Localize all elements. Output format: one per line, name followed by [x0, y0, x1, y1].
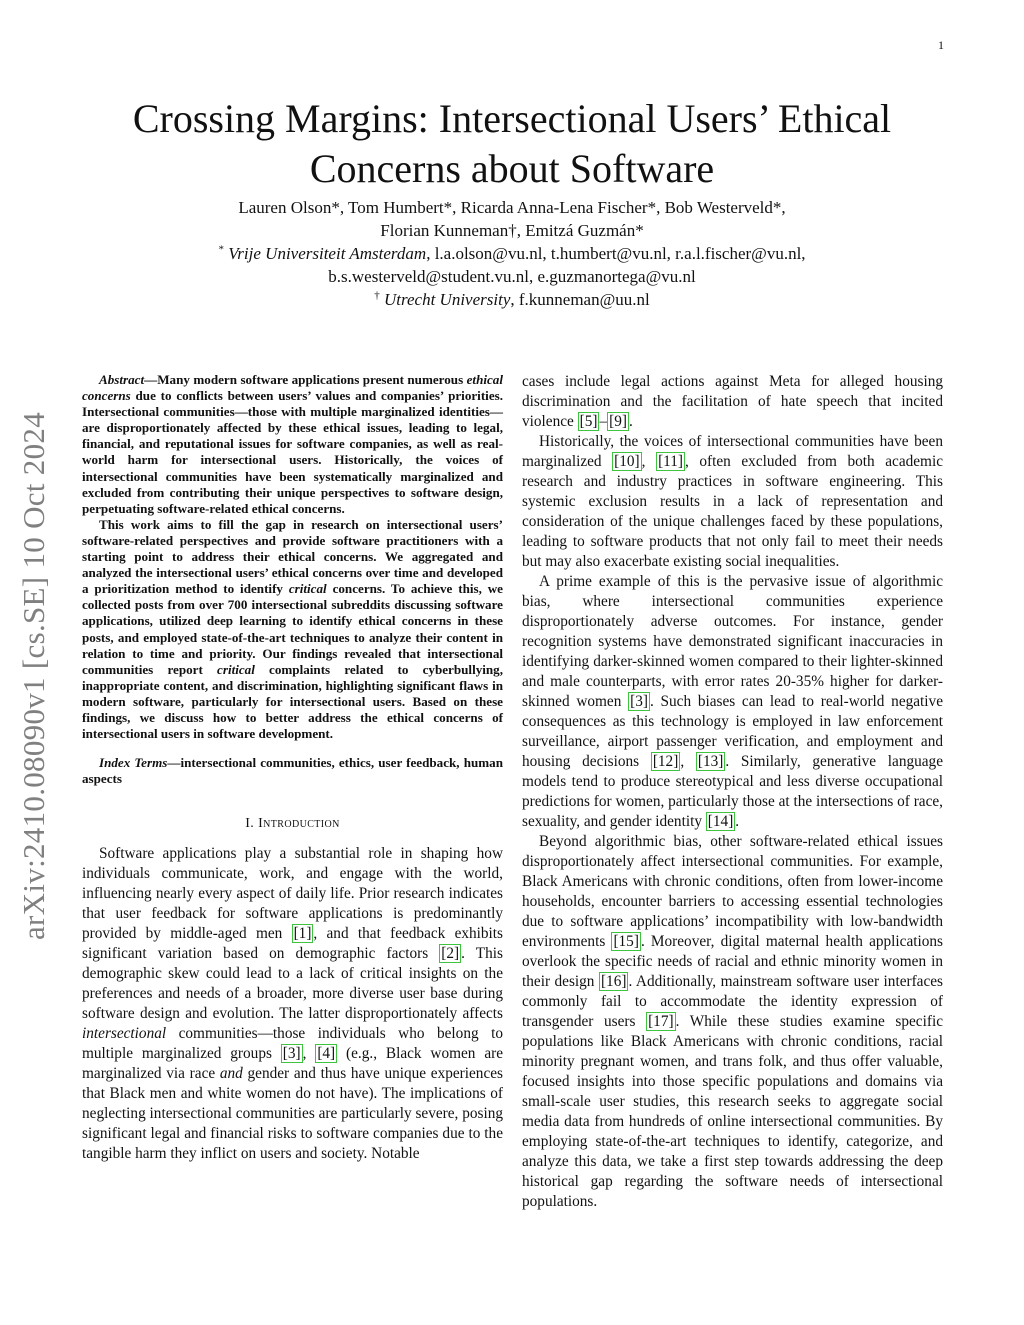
introduction-left: [82, 844, 503, 1164]
body-text: . This demographic skew could lead to a lack of critical insights on the preferences and needs of a broader, more diverse user base during software design and evolution. The latter disproportionately affects: [82, 945, 503, 1023]
section-heading-introduction: I. Introduction: [245, 816, 340, 832]
author-line-2: Florian Kunneman†, Emitzá Guzmán*: [380, 221, 644, 240]
citation-link[interactable]: [5]: [579, 413, 598, 430]
citation-link[interactable]: [3]: [630, 693, 648, 710]
abstract-paragraph-1: [82, 372, 503, 517]
affiliation-2-institution: Utrecht University: [384, 290, 511, 309]
abstract-text: This work aims to fill the gap in research on intersectional users’ software-related perspectives and provide software practitioners with a starting point to address their ethical concerns. We aggregated and analyzed the intersectional users’ ethical concerns over time and developed a prioritization method to identify: [82, 516, 503, 597]
abstract-emphasis: ethical concerns: [82, 372, 503, 404]
citation-link[interactable]: [17]: [648, 1013, 674, 1030]
page-number: 1: [938, 38, 944, 52]
body-text: , often excluded from both academic research and industry practices in software engineering. This systemic exclusion results in a lack of representation and consideration of the unique challenges faced by these populations, leading to software products that not only fail to meet their needs but may also exacerbate existing social inequalities.: [522, 453, 943, 570]
abstract-text: complaints related to cyberbullying, inappropriate content, and discrimination, highlighting significant flaws in modern software, particularly for intersectional users. Based on these findings, we discuss how to better address the ethical concerns of intersectional users in software development.: [82, 661, 503, 742]
body-text: . Such biases can lead to real-world negative consequences as this technology is employed in law enforcement surveillance, airport passenger verification, and employment and housing decisions: [522, 693, 943, 770]
index-terms-lead: Index Terms: [99, 755, 168, 771]
citation-link[interactable]: [11]: [658, 453, 683, 470]
body-text: (e.g., Black women are marginalized via race: [82, 1045, 503, 1083]
abstract-text: due to conflicts between users’ values and companies’ priorities. Intersectional communities—those with multiple marginalized identities—are disproportionately affected by these ethical issues, leading to legal, financial, and reputational issues for software companies, as well as real-world harm for intersectional users. Historically, the voices of intersectional communities have been systematically marginalized and excluded from contributing their unique perspectives to software design, perpetuating software-related ethical concerns.: [82, 388, 503, 516]
body-paragraph: [522, 372, 943, 432]
abstract-emphasis: critical: [288, 581, 327, 597]
body-text: ,: [680, 753, 696, 770]
body-text: . Similarly, generative language models tend to produce stereotypical and less diverse occupational predictions for women, particularly those at the intersections of race, sexuality, and gender identity: [522, 753, 943, 830]
citation-link[interactable]: [13]: [697, 753, 724, 770]
body-paragraph: [522, 832, 943, 1212]
body-text: , and that feedback exhibits significant variation based on demographic factors: [82, 925, 504, 963]
affiliation-2: [80, 288, 944, 311]
affiliation-1-institution: Vrije Universiteit Amsterdam: [228, 244, 427, 263]
citation-link[interactable]: [4]: [317, 1045, 336, 1063]
body-text: .: [735, 813, 740, 830]
affiliation-1-emails-cont: b.s.westerveld@student.vu.nl, e.guzmanortega@vu.nl: [328, 267, 696, 286]
author-block: [80, 196, 944, 311]
body-text: Beyond algorithmic bias, other software-related ethical issues disproportionately affect intersectional communities. For example, Black Americans with chronic conditions, often from lower-income households, encounter barriers to accessing essential technologies due to software applications’ incompatibility with low-bandwidth environments: [522, 833, 943, 950]
body-paragraph: [522, 432, 943, 572]
body-text: .: [628, 413, 633, 430]
affiliation-1-emails: , l.a.olson@vu.nl, t.humbert@vu.nl, r.a.l.fischer@vu.nl,: [426, 244, 806, 263]
citation-link[interactable]: [9]: [609, 413, 627, 430]
body-text: . While these studies examine specific populations like Black Americans with chronic conditions, racial minority pregnant women, and trans folk, and thus offer valuable, focused insights into those specific populations and domains via small-scale user studies, this research seeks to aggregate social media data from hundreds of online intersectional communities. By employing state-of-the-art techniques to identify, categorize, and analyze this data, we take a first step towards addressing the deep historical gap regarding the software needs of intersectional populations.: [522, 1013, 943, 1210]
citation-link[interactable]: [14]: [707, 813, 734, 830]
body-text: . Moreover, digital maternal health applications overlook the specific needs of racial and ethnic minority women in their design: [522, 933, 944, 990]
title-line-2: Concerns about Software: [309, 146, 715, 191]
author-line-1: Lauren Olson*, Tom Humbert*, Ricarda Anna-Lena Fischer*, Bob Westerveld*,: [238, 198, 786, 217]
arxiv-identifier: arXiv:2410.08090v1 [cs.SE] 10 Oct 2024: [16, 411, 51, 940]
body-text: A prime example of this is the pervasive issue of algorithmic bias, where intersectional communities experience disproportionately adverse outcomes. For instance, gender recognition systems have demonstrated significant inaccuracies in identifying darker-skinned women compared to their lighter-skinned and male counterparts, with error rates 20-35% higher for darker-skinned women: [522, 573, 943, 710]
abstract-emphasis: critical: [217, 661, 255, 677]
citation-link[interactable]: [1]: [293, 925, 312, 943]
index-terms: [82, 755, 503, 787]
abstract-text: concerns. To achieve this, we collected posts from over 700 intersectional subreddits discussing software applications, utilized deep learning to identify ethical concerns in these posts, and employed state-of-the-art techniques to analyze their content in relation to time and priority. Our findings revealed that intersectional communities report: [82, 581, 503, 677]
affiliation-1: [80, 242, 944, 265]
right-column: [522, 372, 943, 1212]
citation-link[interactable]: [10]: [614, 453, 640, 470]
abstract-text: —Many modern software applications present numerous: [144, 372, 467, 387]
affiliation-2-mark: †: [374, 289, 380, 302]
body-paragraph: [82, 844, 503, 1164]
paper-title: [80, 94, 944, 194]
body-text: gender and thus have unique experiences that Black men and white women do not have). The implications of neglecting intersectional communities are particularly severe, posing significant legal and financial risks to software companies due to the tangible harm they inflict on users and society. Notable: [82, 1065, 503, 1163]
body-text: ,: [641, 453, 657, 470]
citation-link[interactable]: [16]: [600, 973, 627, 990]
title-line-1: Crossing Margins: Intersectional Users’ Ethical: [132, 96, 892, 141]
citation-link[interactable]: [12]: [652, 753, 679, 770]
body-text: Software applications play a substantial role in shaping how individuals communicate, work, and engage with the world, influencing nearly every aspect of daily life. Prior research indicates that user feedback for software applications is predominantly provided by middle-aged men: [82, 845, 503, 943]
affiliation-2-email: , f.kunneman@uu.nl: [510, 290, 650, 309]
affiliation-1-mark: *: [218, 243, 224, 256]
body-emphasis: and: [219, 1065, 243, 1083]
body-text: cases include legal actions against Meta for alleged housing discrimination and the facilitation of hate speech that incited violence: [522, 373, 943, 430]
citation-link[interactable]: [15]: [613, 933, 639, 950]
body-text: –: [599, 413, 608, 430]
abstract-lead: Abstract: [99, 372, 145, 387]
citation-link[interactable]: [2]: [441, 945, 460, 963]
body-paragraph: [522, 572, 943, 832]
left-column: [82, 372, 503, 1164]
body-emphasis: intersectional: [82, 1025, 167, 1043]
abstract: [82, 372, 503, 742]
index-terms-text: —intersectional communities, ethics, user feedback, human aspects: [82, 755, 503, 787]
body-text: ,: [302, 1045, 316, 1063]
body-text: Historically, the voices of intersectional communities have been marginalized: [522, 433, 943, 470]
body-text: . Additionally, mainstream software user interfaces commonly fail to accommodate the identity expression of transgender users: [522, 973, 943, 1030]
abstract-paragraph-2: [82, 517, 503, 742]
body-text: communities—those individuals who belong to multiple marginalized groups: [82, 1025, 503, 1063]
introduction-right: [522, 372, 943, 1212]
citation-link[interactable]: [3]: [282, 1045, 301, 1063]
